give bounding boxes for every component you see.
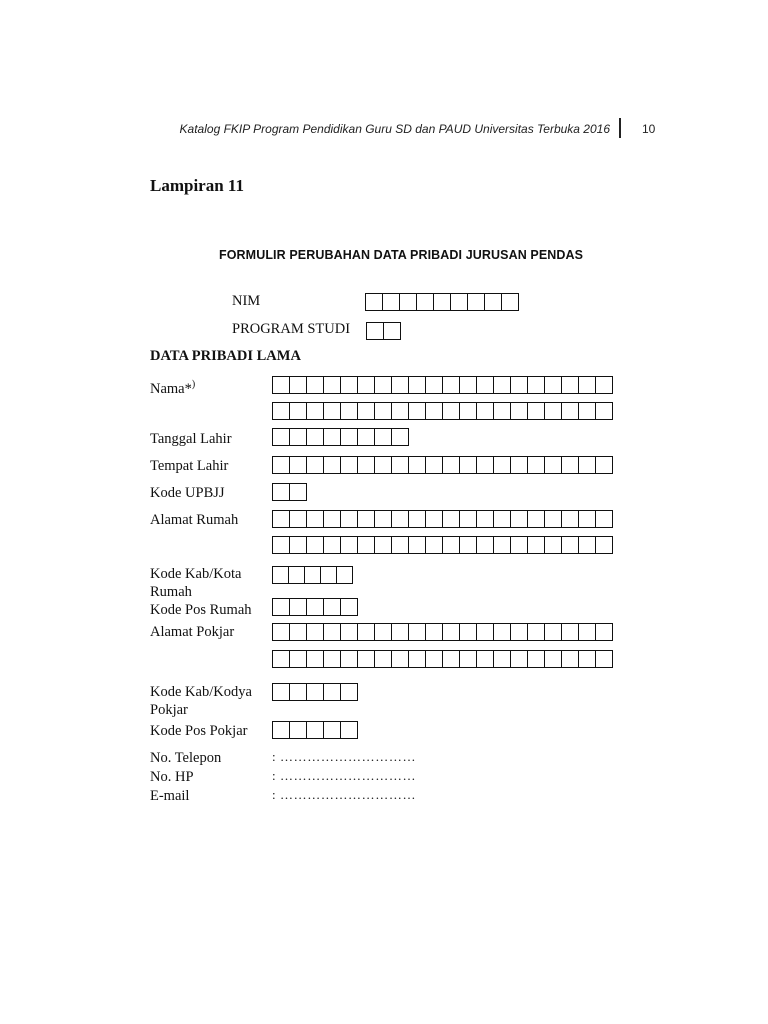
- alamat-rumah-label: Alamat Rumah: [150, 512, 239, 528]
- char-box[interactable]: [375, 650, 392, 668]
- program-studi-label: PROGRAM STUDI: [232, 321, 351, 337]
- no-hp-label: No. HP: [150, 769, 194, 785]
- char-box[interactable]: [494, 510, 511, 528]
- char-box[interactable]: [545, 623, 562, 641]
- char-box[interactable]: [321, 566, 337, 584]
- char-box[interactable]: [494, 376, 511, 394]
- char-box[interactable]: [290, 456, 307, 474]
- char-box[interactable]: [511, 402, 528, 420]
- kode-kab-kota-rumah-label-1: Kode Kab/Kota: [150, 566, 242, 582]
- char-box[interactable]: [358, 376, 375, 394]
- char-box[interactable]: [562, 402, 579, 420]
- char-box[interactable]: [409, 536, 426, 554]
- char-box[interactable]: [528, 456, 545, 474]
- char-box[interactable]: [545, 402, 562, 420]
- char-box[interactable]: [375, 510, 392, 528]
- char-box[interactable]: [528, 536, 545, 554]
- char-box[interactable]: [460, 510, 477, 528]
- char-box[interactable]: [392, 510, 409, 528]
- char-box[interactable]: [273, 683, 290, 701]
- char-box[interactable]: [579, 402, 596, 420]
- kode-kab-kodya-pokjar-label-2: Pokjar: [150, 702, 188, 718]
- kode-kab-kota-rumah-label-2: Rumah: [150, 584, 192, 600]
- char-box[interactable]: [528, 623, 545, 641]
- char-box[interactable]: [307, 598, 324, 616]
- char-box[interactable]: [341, 536, 358, 554]
- char-box[interactable]: [511, 536, 528, 554]
- char-box[interactable]: [417, 293, 434, 311]
- char-box[interactable]: [392, 650, 409, 668]
- char-box[interactable]: [324, 721, 341, 739]
- char-box[interactable]: [562, 536, 579, 554]
- kode-pos-rumah-label: Kode Pos Rumah: [150, 602, 252, 618]
- char-box[interactable]: [375, 456, 392, 474]
- char-box[interactable]: [324, 598, 341, 616]
- char-box[interactable]: [337, 566, 353, 584]
- char-box[interactable]: [545, 650, 562, 668]
- char-box[interactable]: [341, 721, 358, 739]
- char-box[interactable]: [443, 536, 460, 554]
- char-box[interactable]: [426, 650, 443, 668]
- char-box[interactable]: [375, 376, 392, 394]
- char-box[interactable]: [290, 536, 307, 554]
- tanggal-lahir-label: Tanggal Lahir: [150, 431, 232, 447]
- char-box[interactable]: [375, 402, 392, 420]
- char-box[interactable]: [307, 683, 324, 701]
- char-box[interactable]: [511, 456, 528, 474]
- char-box[interactable]: [273, 623, 290, 641]
- char-box[interactable]: [324, 428, 341, 446]
- char-box[interactable]: [307, 376, 324, 394]
- char-box[interactable]: [562, 376, 579, 394]
- kode-kab-kodya-pokjar-label-1: Kode Kab/Kodya: [150, 684, 252, 700]
- char-box[interactable]: [443, 510, 460, 528]
- char-box[interactable]: [494, 536, 511, 554]
- char-box[interactable]: [451, 293, 468, 311]
- char-box[interactable]: [392, 402, 409, 420]
- char-box[interactable]: [307, 650, 324, 668]
- char-box[interactable]: [273, 456, 290, 474]
- char-box[interactable]: [426, 623, 443, 641]
- no-telepon-label: No. Telepon: [150, 750, 222, 766]
- char-box[interactable]: [511, 510, 528, 528]
- char-box[interactable]: [494, 650, 511, 668]
- char-box[interactable]: [596, 510, 613, 528]
- char-box[interactable]: [485, 293, 502, 311]
- kode-kab-kota-rumah-boxes[interactable]: [272, 566, 353, 584]
- char-box[interactable]: [341, 428, 358, 446]
- char-box[interactable]: [562, 456, 579, 474]
- char-box[interactable]: [426, 456, 443, 474]
- char-box[interactable]: [579, 510, 596, 528]
- char-box[interactable]: [273, 402, 290, 420]
- char-box[interactable]: [290, 598, 307, 616]
- char-box[interactable]: [324, 456, 341, 474]
- char-box[interactable]: [273, 536, 290, 554]
- char-box[interactable]: [290, 650, 307, 668]
- char-box[interactable]: [477, 536, 494, 554]
- char-box[interactable]: [426, 536, 443, 554]
- nama-label-text: Nama*: [150, 380, 192, 397]
- char-box[interactable]: [596, 402, 613, 420]
- kode-kab-kodya-pokjar-boxes[interactable]: [272, 683, 358, 701]
- char-box[interactable]: [562, 623, 579, 641]
- char-box[interactable]: [477, 376, 494, 394]
- char-box[interactable]: [409, 456, 426, 474]
- alamat-rumah-boxes-row-1[interactable]: [272, 510, 613, 528]
- char-box[interactable]: [341, 683, 358, 701]
- char-box[interactable]: [307, 536, 324, 554]
- char-box[interactable]: [324, 376, 341, 394]
- char-box[interactable]: [307, 510, 324, 528]
- char-box[interactable]: [392, 376, 409, 394]
- char-box[interactable]: [341, 402, 358, 420]
- catalog-header-text: Katalog FKIP Program Pendidikan Guru SD dan PAUD Universitas Terbuka 2016: [179, 122, 610, 136]
- nama-label: [150, 376, 195, 398]
- char-box[interactable]: [400, 293, 417, 311]
- char-box[interactable]: [358, 650, 375, 668]
- char-box[interactable]: [528, 650, 545, 668]
- char-box[interactable]: [460, 650, 477, 668]
- char-box[interactable]: [477, 623, 494, 641]
- char-box[interactable]: [341, 376, 358, 394]
- char-box[interactable]: [273, 428, 290, 446]
- char-box[interactable]: [443, 376, 460, 394]
- char-box[interactable]: [273, 566, 289, 584]
- nama-boxes-row-2[interactable]: [272, 402, 613, 420]
- form-title: FORMULIR PERUBAHAN DATA PRIBADI JURUSAN PENDAS: [219, 248, 584, 262]
- char-box[interactable]: [545, 510, 562, 528]
- char-box[interactable]: [358, 623, 375, 641]
- char-box[interactable]: [375, 536, 392, 554]
- page-number: 10: [642, 122, 656, 136]
- section-title: DATA PRIBADI LAMA: [150, 348, 301, 364]
- char-box[interactable]: [528, 376, 545, 394]
- tempat-lahir-boxes[interactable]: [272, 456, 613, 474]
- kode-pos-pokjar-boxes[interactable]: [272, 721, 358, 739]
- char-box[interactable]: [596, 376, 613, 394]
- char-box[interactable]: [460, 402, 477, 420]
- email-label: E-mail: [150, 788, 190, 804]
- char-box[interactable]: [290, 510, 307, 528]
- char-box[interactable]: [289, 566, 305, 584]
- char-box[interactable]: [375, 428, 392, 446]
- char-box[interactable]: [409, 623, 426, 641]
- nim-label: NIM: [232, 293, 261, 309]
- char-box[interactable]: [324, 402, 341, 420]
- char-box[interactable]: [579, 456, 596, 474]
- char-box[interactable]: [409, 402, 426, 420]
- alamat-rumah-boxes-row-2[interactable]: [272, 536, 613, 554]
- char-box[interactable]: [290, 721, 307, 739]
- char-box[interactable]: [324, 510, 341, 528]
- char-box[interactable]: [545, 376, 562, 394]
- char-box[interactable]: [460, 376, 477, 394]
- char-box[interactable]: [596, 623, 613, 641]
- char-box[interactable]: [511, 623, 528, 641]
- kode-upbjj-label: Kode UPBJJ: [150, 485, 225, 501]
- char-box[interactable]: [358, 402, 375, 420]
- alamat-pokjar-boxes-row-1[interactable]: [272, 623, 613, 641]
- char-box[interactable]: [341, 623, 358, 641]
- char-box[interactable]: [324, 536, 341, 554]
- char-box[interactable]: [273, 598, 290, 616]
- header-divider: [619, 118, 621, 138]
- char-box[interactable]: [443, 623, 460, 641]
- char-box[interactable]: [468, 293, 485, 311]
- char-box[interactable]: [366, 293, 383, 311]
- char-box[interactable]: [460, 536, 477, 554]
- char-box[interactable]: [502, 293, 519, 311]
- char-box[interactable]: [477, 456, 494, 474]
- no-hp-fill-line[interactable]: : …………………………: [272, 768, 417, 783]
- char-box[interactable]: [307, 721, 324, 739]
- char-box[interactable]: [290, 376, 307, 394]
- appendix-title: Lampiran 11: [150, 176, 244, 195]
- char-box[interactable]: [358, 536, 375, 554]
- char-box[interactable]: [392, 536, 409, 554]
- char-box[interactable]: [409, 510, 426, 528]
- char-box[interactable]: [434, 293, 451, 311]
- kode-upbjj-boxes[interactable]: [272, 483, 307, 501]
- char-box[interactable]: [443, 650, 460, 668]
- char-box[interactable]: [358, 428, 375, 446]
- char-box[interactable]: [596, 456, 613, 474]
- char-box[interactable]: [528, 402, 545, 420]
- char-box[interactable]: [324, 650, 341, 668]
- char-box[interactable]: [426, 510, 443, 528]
- char-box[interactable]: [494, 402, 511, 420]
- char-box[interactable]: [358, 456, 375, 474]
- char-box[interactable]: [341, 456, 358, 474]
- char-box[interactable]: [384, 322, 401, 340]
- char-box[interactable]: [324, 683, 341, 701]
- char-box[interactable]: [273, 376, 290, 394]
- char-box[interactable]: [392, 456, 409, 474]
- program-studi-boxes[interactable]: [366, 322, 401, 340]
- char-box[interactable]: [392, 623, 409, 641]
- char-box[interactable]: [528, 510, 545, 528]
- kode-pos-pokjar-label: Kode Pos Pokjar: [150, 723, 248, 739]
- char-box[interactable]: [290, 683, 307, 701]
- char-box[interactable]: [460, 456, 477, 474]
- tempat-lahir-label: Tempat Lahir: [150, 458, 229, 474]
- nama-boxes-row-1[interactable]: [272, 376, 613, 394]
- char-box[interactable]: [290, 623, 307, 641]
- char-box[interactable]: [579, 536, 596, 554]
- char-box[interactable]: [545, 456, 562, 474]
- running-header: [0, 118, 656, 140]
- char-box[interactable]: [494, 623, 511, 641]
- char-box[interactable]: [596, 650, 613, 668]
- email-fill-line[interactable]: : …………………………: [272, 787, 417, 802]
- char-box[interactable]: [367, 322, 384, 340]
- char-box[interactable]: [341, 598, 358, 616]
- char-box[interactable]: [579, 376, 596, 394]
- char-box[interactable]: [494, 456, 511, 474]
- char-box[interactable]: [409, 376, 426, 394]
- char-box[interactable]: [273, 510, 290, 528]
- nama-footnote-mark: ): [191, 379, 196, 390]
- char-box[interactable]: [273, 483, 290, 501]
- char-box[interactable]: [307, 402, 324, 420]
- no-telepon-fill-line[interactable]: : …………………………: [272, 749, 417, 764]
- char-box[interactable]: [562, 650, 579, 668]
- char-box[interactable]: [290, 428, 307, 446]
- char-box[interactable]: [477, 510, 494, 528]
- char-box[interactable]: [426, 402, 443, 420]
- char-box[interactable]: [443, 402, 460, 420]
- char-box[interactable]: [596, 536, 613, 554]
- char-box[interactable]: [307, 428, 324, 446]
- char-box[interactable]: [341, 510, 358, 528]
- char-box[interactable]: [307, 456, 324, 474]
- char-box[interactable]: [324, 623, 341, 641]
- nim-boxes[interactable]: [365, 293, 519, 311]
- char-box[interactable]: [273, 650, 290, 668]
- char-box[interactable]: [290, 483, 307, 501]
- tanggal-lahir-boxes[interactable]: [272, 428, 409, 446]
- char-box[interactable]: [579, 650, 596, 668]
- char-box[interactable]: [392, 428, 409, 446]
- char-box[interactable]: [305, 566, 321, 584]
- alamat-pokjar-label: Alamat Pokjar: [150, 624, 235, 640]
- char-box[interactable]: [409, 650, 426, 668]
- char-box[interactable]: [562, 510, 579, 528]
- char-box[interactable]: [511, 376, 528, 394]
- char-box[interactable]: [545, 536, 562, 554]
- char-box[interactable]: [375, 623, 392, 641]
- char-box[interactable]: [460, 623, 477, 641]
- char-box[interactable]: [290, 402, 307, 420]
- char-box[interactable]: [511, 650, 528, 668]
- alamat-pokjar-boxes-row-2[interactable]: [272, 650, 613, 668]
- char-box[interactable]: [579, 623, 596, 641]
- char-box[interactable]: [426, 376, 443, 394]
- char-box[interactable]: [477, 402, 494, 420]
- char-box[interactable]: [273, 721, 290, 739]
- char-box[interactable]: [307, 623, 324, 641]
- char-box[interactable]: [383, 293, 400, 311]
- char-box[interactable]: [443, 456, 460, 474]
- char-box[interactable]: [341, 650, 358, 668]
- char-box[interactable]: [358, 510, 375, 528]
- char-box[interactable]: [477, 650, 494, 668]
- kode-pos-rumah-boxes[interactable]: [272, 598, 358, 616]
